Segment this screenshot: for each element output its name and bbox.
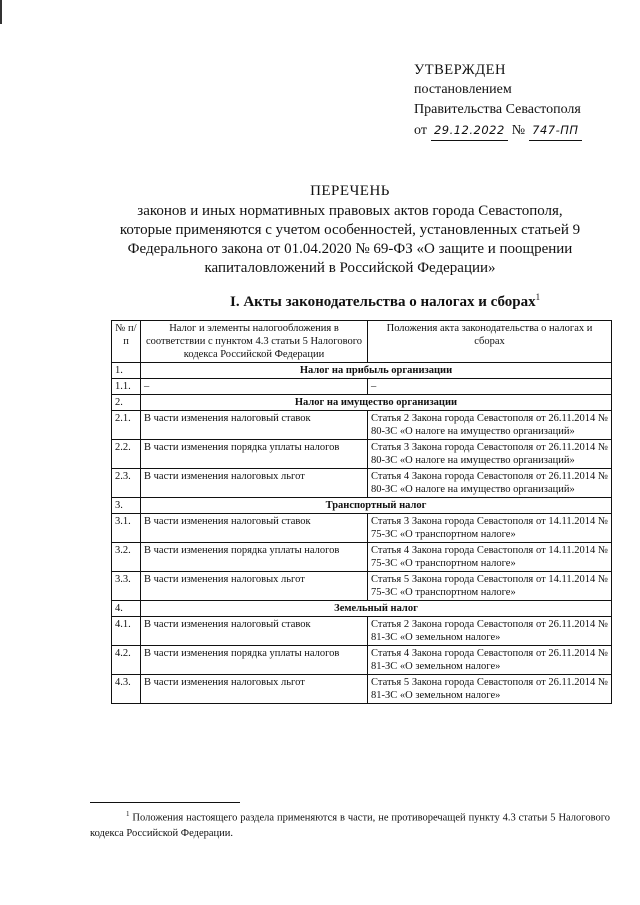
section-heading (230, 292, 540, 311)
header-provisions: Положения акта законодательства о налогах и сборах (368, 321, 612, 363)
tax-element-cell: В части изменения порядка уплаты налогов (141, 543, 368, 572)
row-number: 2.3. (112, 469, 141, 498)
tax-element-cell: В части изменения налоговых льгот (141, 675, 368, 704)
tax-element-cell: В части изменения налоговый ставок (141, 514, 368, 543)
table-group-row (112, 601, 612, 617)
row-number: 2. (112, 395, 141, 411)
handwritten-date: 29.12.2022 (431, 120, 508, 141)
law-provision-cell: – (368, 379, 612, 395)
table-row (112, 572, 612, 601)
law-provision-cell: Статья 4 Закона города Севастополя от 14.11.2014 № 75-ЗС «О транспортном налоге» (368, 543, 612, 572)
law-provision-cell: Статья 2 Закона города Севастополя от 26.11.2014 № 80-ЗС «О налоге на имущество организаций» (368, 411, 612, 440)
table-row (112, 617, 612, 646)
subtitle-line: которые применяются с учетом особенностей, установленных статьей 9 (119, 222, 581, 238)
law-provision-cell: Статья 4 Закона города Севастополя от 26.11.2014 № 80-ЗС «О налоге на имущество организаций» (368, 469, 612, 498)
law-provision-cell: Статья 3 Закона города Севастополя от 14.11.2014 № 75-ЗС «О транспортном налоге» (368, 514, 612, 543)
row-number: 2.1. (112, 411, 141, 440)
footnote-divider (90, 802, 240, 803)
table-row (112, 379, 612, 395)
tax-element-cell: В части изменения налоговых льгот (141, 572, 368, 601)
table-group-row (112, 498, 612, 514)
from-label: от (414, 123, 427, 138)
tax-group-title: Земельный налог (141, 601, 612, 617)
document-title: ПЕРЕЧЕНЬ (310, 183, 390, 199)
table-row (112, 675, 612, 704)
row-number: 4. (112, 601, 141, 617)
row-number: 3.3. (112, 572, 141, 601)
handwritten-number: 747-ПП (529, 120, 581, 141)
footnote (90, 807, 610, 841)
approval-line: Правительства Севастополя (414, 102, 581, 117)
row-number: 1. (112, 363, 141, 379)
law-provision-cell: Статья 2 Закона города Севастополя от 26.11.2014 № 81-ЗС «О земельном налоге» (368, 617, 612, 646)
tax-group-title: Налог на имущество организации (141, 395, 612, 411)
tax-element-cell: – (141, 379, 368, 395)
approval-stamp (414, 60, 582, 141)
table-header-row (112, 321, 612, 363)
number-label: № (511, 123, 526, 138)
approval-title: УТВЕРЖДЕН (414, 62, 506, 78)
table-row (112, 469, 612, 498)
tax-element-cell: В части изменения налоговый ставок (141, 617, 368, 646)
document-subtitle (60, 202, 640, 278)
law-provision-cell: Статья 5 Закона города Севастополя от 26.11.2014 № 81-ЗС «О земельном налоге» (368, 675, 612, 704)
row-number: 4.2. (112, 646, 141, 675)
row-number: 1.1. (112, 379, 141, 395)
approval-line: постановлением (414, 82, 512, 97)
tax-element-cell: В части изменения порядка уплаты налогов (141, 440, 368, 469)
row-number: 2.2. (112, 440, 141, 469)
footnote-reference: 1 (535, 292, 541, 302)
scan-edge-mark (0, 0, 2, 24)
subtitle-line: законов и иных нормативных правовых актов города Севастополя, (137, 203, 563, 219)
footnote-text: Положения настоящего раздела применяются в части, не противоречащей пункту 4.3 статьи 5 Налогового кодекса Российской Федерации. (90, 812, 611, 839)
table-body (112, 363, 612, 704)
section-heading-text: I. Акты законодательства о налогах и сборах (230, 294, 536, 310)
acts-table (111, 320, 612, 704)
row-number: 3. (112, 498, 141, 514)
footnote-marker: 1 (126, 810, 130, 818)
law-provision-cell: Статья 5 Закона города Севастополя от 14.11.2014 № 75-ЗС «О транспортном налоге» (368, 572, 612, 601)
table-row (112, 514, 612, 543)
law-provision-cell: Статья 3 Закона города Севастополя от 26.11.2014 № 80-ЗС «О налоге на имущество организаций» (368, 440, 612, 469)
tax-element-cell: В части изменения налоговый ставок (141, 411, 368, 440)
approval-date-line (414, 120, 582, 141)
subtitle-line: капиталовложений в Российской Федерации» (204, 260, 496, 276)
row-number: 4.3. (112, 675, 141, 704)
table-group-row (112, 395, 612, 411)
table-row (112, 646, 612, 675)
row-number: 4.1. (112, 617, 141, 646)
row-number: 3.1. (112, 514, 141, 543)
tax-group-title: Транспортный налог (141, 498, 612, 514)
table-row (112, 440, 612, 469)
header-number: № п/п (112, 321, 141, 363)
tax-element-cell: В части изменения порядка уплаты налогов (141, 646, 368, 675)
tax-element-cell: В части изменения налоговых льгот (141, 469, 368, 498)
law-provision-cell: Статья 4 Закона города Севастополя от 26.11.2014 № 81-ЗС «О земельном налоге» (368, 646, 612, 675)
table-group-row (112, 363, 612, 379)
tax-group-title: Налог на прибыль организации (141, 363, 612, 379)
header-tax-element: Налог и элементы налогообложения в соответствии с пунктом 4.3 статьи 5 Налогового кодекса Российской Федерации (141, 321, 368, 363)
table-row (112, 411, 612, 440)
subtitle-line: Федерального закона от 01.04.2020 № 69-ФЗ «О защите и поощрении (127, 241, 573, 257)
row-number: 3.2. (112, 543, 141, 572)
table-row (112, 543, 612, 572)
